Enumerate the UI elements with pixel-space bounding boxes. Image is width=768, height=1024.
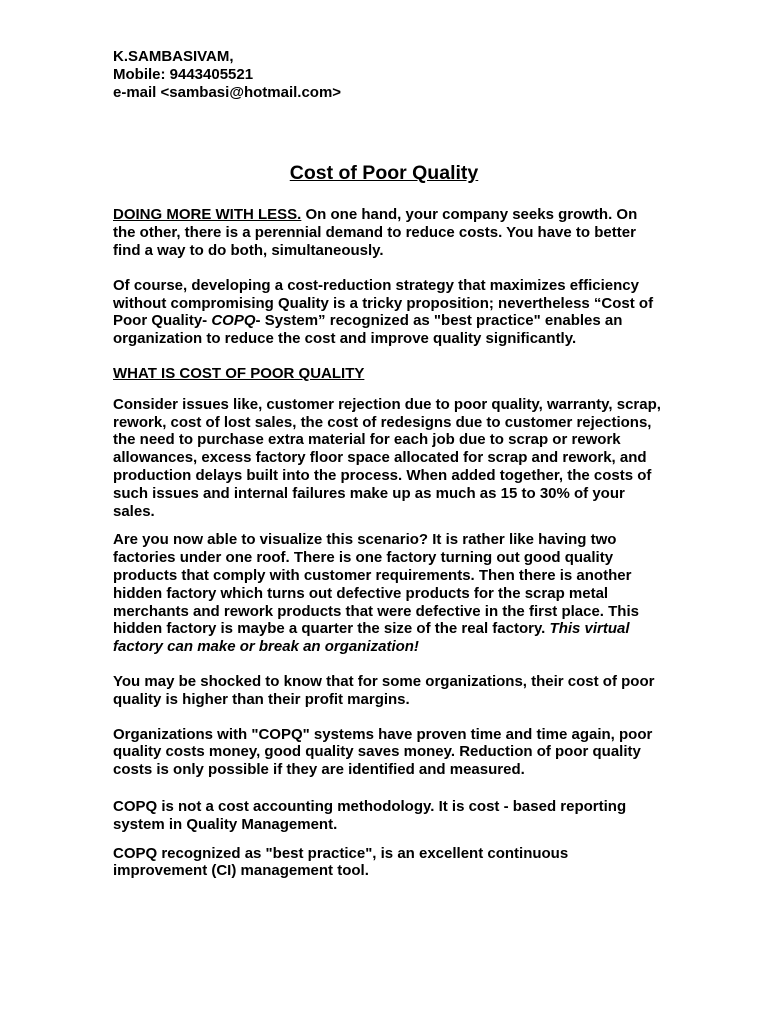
intro-text: On one hand, your company seeks growth. On the other, there is a perennial demand to reduce costs. You have to better find a way to do both, simultaneously. [113,206,638,259]
section-heading-text: WHAT IS COST OF POOR QUALITY [113,364,365,382]
copq-methodology-paragraph: COPQ is not a cost accounting methodology. It is cost - based reporting system in Quality Management. [113,797,627,833]
document-page [113,48,661,880]
hidden-factory-text: Are you now able to visualize this scenario? It is rather like having two factories under one roof. There is one factory turning out good quality products that comply with customer requirements. Then there is another hidden factory which turns out defective products for the scrap metal merchants and rework products that were defective in the first place. This hidden factory is maybe a quarter the size of the real factory. [113,531,639,638]
document-title: Cost of Poor Quality [289,162,479,185]
section-heading [113,365,661,383]
author-name: K.SAMBASIVAM, [113,48,234,65]
copq-italic: COPQ [211,312,256,330]
author-email: e-mail <sambasi@hotmail.com> [113,83,342,101]
author-header [113,48,661,101]
intro-paragraph [113,206,661,259]
author-mobile: Mobile: 9443405521 [113,65,254,83]
hidden-factory-paragraph [113,531,661,656]
shocked-paragraph: You may be shocked to know that for some organizations, their cost of poor quality is higher than their profit margins. [113,672,655,708]
strategy-text-1: Of course, developing a cost-reduction strategy that maximizes efficiency without compromising Quality is a tricky proposition; nevertheless “Cost of Poor Quality- [113,276,654,330]
intro-heading: DOING MORE WITH LESS. [113,206,302,224]
copq-best-practice-paragraph: COPQ recognized as "best practice", is an excellent continuous improvement (CI) management tool. [113,844,569,880]
issues-paragraph: Consider issues like, customer rejection due to poor quality, warranty, scrap, rework, cost of lost sales, the cost of redesigns due to customer rejections, the need to purchase extra material for each job due to scrap or rework allowances, excess factory floor space allocated for scrap and rework, and production delays built into the process. When added together, the costs of such issues and internal failures make up as much as 15 to 30% of your sales. [113,395,661,520]
organizations-paragraph: Organizations with "COPQ" systems have proven time and time again, poor quality costs money, good quality saves money. Reduction of poor quality costs is only possible if they are identified and measured. [113,725,653,779]
strategy-text-2: - System” recognized as "best practice" enables an organization to reduce the cost and improve quality significantly. [113,312,623,348]
strategy-paragraph [113,277,661,348]
hidden-factory-italic: This virtual factory can make or break an organization! [113,620,630,656]
